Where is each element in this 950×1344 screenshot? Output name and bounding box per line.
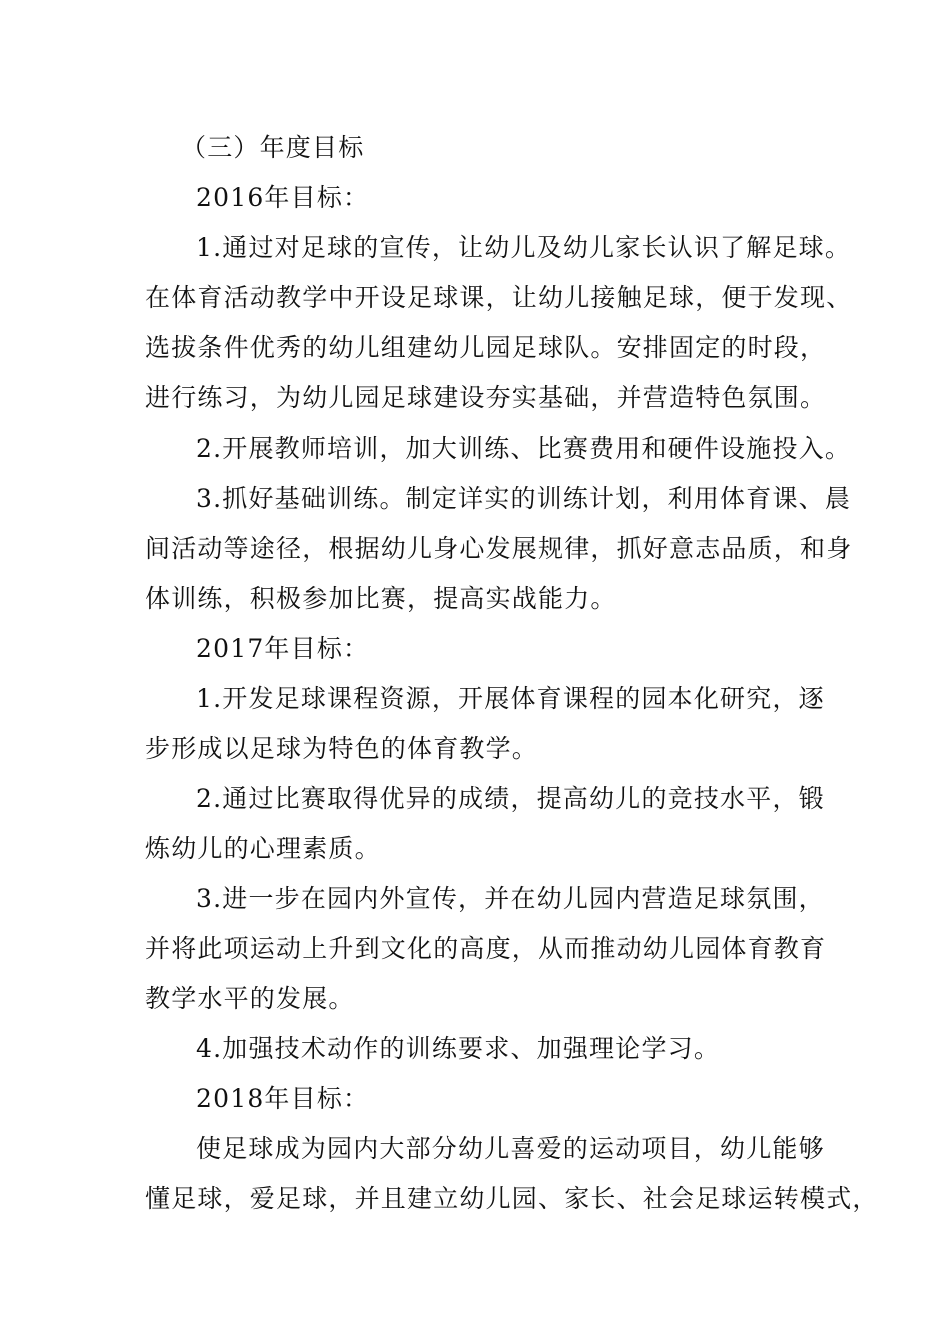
paragraph-line: 教学水平的发展。 — [145, 984, 355, 1013]
paragraph-line: 3.进一步在园内外宣传，并在幼儿园内营造足球氛围， — [196, 884, 825, 913]
paragraph-line: 体训练，积极参加比赛，提高实战能力。 — [145, 584, 617, 613]
year-2017-heading: 2017年目标： — [196, 634, 370, 663]
paragraph-line: 4.加强技术动作的训练要求、加强理论学习。 — [196, 1034, 721, 1063]
paragraph-line: 步形成以足球为特色的体育教学。 — [145, 734, 539, 763]
paragraph-line: 炼幼儿的心理素质。 — [145, 834, 381, 863]
section-heading: （三）年度目标 — [181, 133, 365, 162]
paragraph-line: 2.开展教师培训，加大训练、比赛费用和硬件设施投入。 — [196, 434, 852, 463]
paragraph-line: 1.通过对足球的宣传，让幼儿及幼儿家长认识了解足球。 — [196, 233, 852, 262]
paragraph-line: 选拔条件优秀的幼儿组建幼儿园足球队。安排固定的时段， — [145, 333, 827, 362]
paragraph-line: 懂足球，爱足球，并且建立幼儿园、家长、社会足球运转模式， — [145, 1184, 879, 1213]
paragraph-line: 间活动等途径，根据幼儿身心发展规律，抓好意志品质，和身 — [145, 534, 853, 563]
year-2016-heading: 2016年目标： — [196, 183, 370, 212]
paragraph-line: 并将此项运动上升到文化的高度，从而推动幼儿园体育教育 — [145, 934, 827, 963]
year-2018-heading: 2018年目标： — [196, 1084, 370, 1113]
paragraph-line: 1.开发足球课程资源，开展体育课程的园本化研究，逐 — [196, 684, 825, 713]
paragraph-line: 2.通过比赛取得优异的成绩，提高幼儿的竞技水平，锻 — [196, 784, 825, 813]
paragraph-line: 3.抓好基础训练。制定详实的训练计划，利用体育课、晨 — [196, 484, 852, 513]
paragraph-line: 进行练习，为幼儿园足球建设夯实基础，并营造特色氛围。 — [145, 383, 827, 412]
paragraph-line: 使足球成为园内大部分幼儿喜爱的运动项目，幼儿能够 — [196, 1134, 825, 1163]
paragraph-line: 在体育活动教学中开设足球课，让幼儿接触足球，便于发现、 — [145, 283, 853, 312]
